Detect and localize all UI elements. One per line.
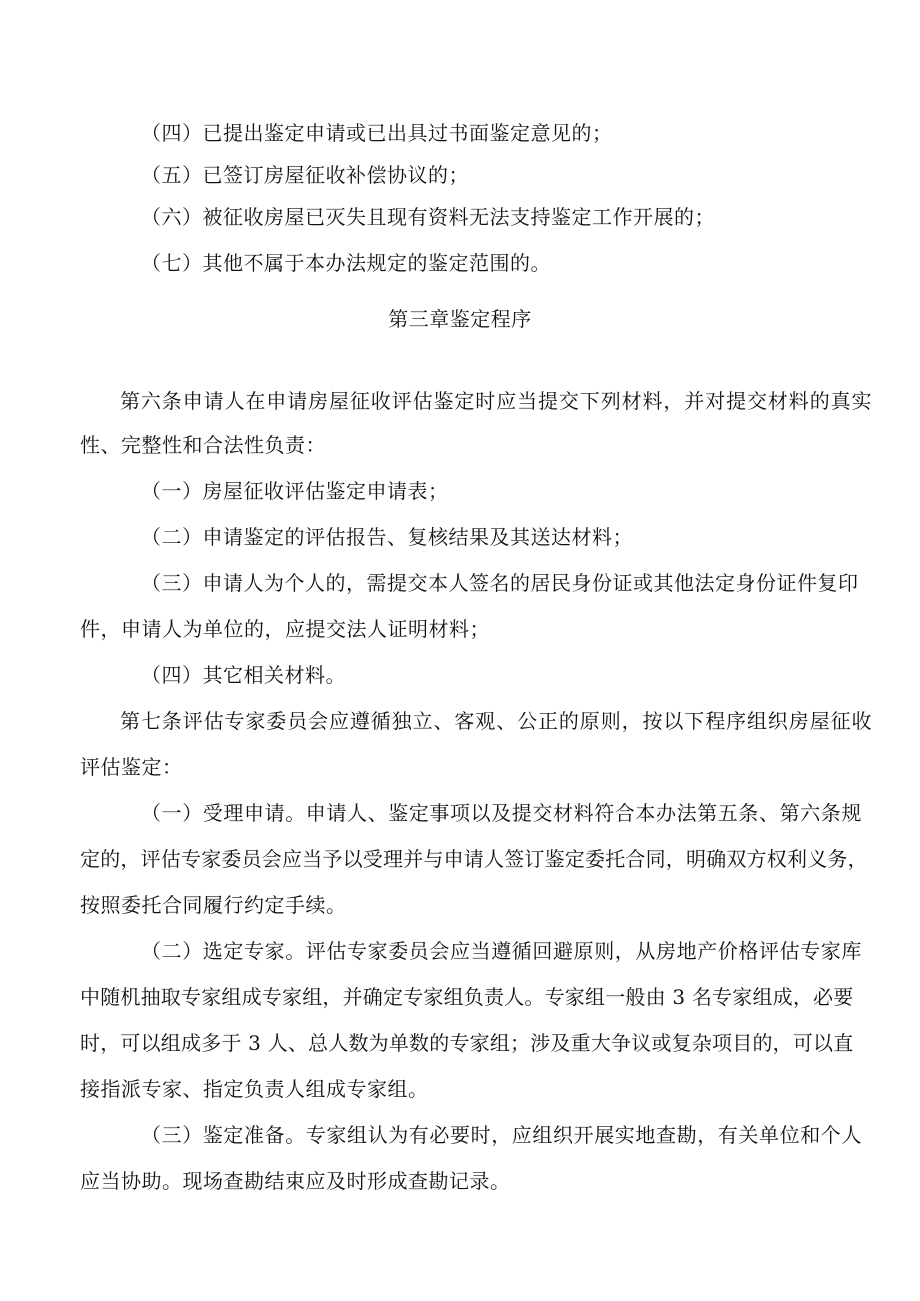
chapter-heading: 第三章鉴定程序	[388, 307, 532, 331]
item-6-line: （六）被征收房屋已灭失且现有资料无法支持鉴定工作开展的；	[141, 205, 715, 229]
item-5-line: （五）已签订房屋征收补偿协议的；	[141, 163, 469, 187]
article-7-item-1-line-1: （一）受理申请。申请人、鉴定事项以及提交材料符合本办法第五条、第六条规	[141, 801, 862, 825]
article-7-item-3-line-1: （三）鉴定准备。专家组认为有必要时，应组织开展实地查勘，有关单位和个人	[141, 1123, 862, 1147]
article-7-item-2-line-3: 时，可以组成多于 3 人、总人数为单数的专家组；涉及重大争议或复杂项目的，可以直	[80, 1031, 854, 1055]
article-6-item-3-line-2: 件，申请人为单位的，应提交法人证明材料；	[80, 617, 490, 641]
article-7-item-2-line-2: 中随机抽取专家组成专家组，并确定专家组负责人。专家组一般由 3 名专家组成，必要	[80, 985, 854, 1009]
article-7-item-1-line-3: 按照委托合同履行约定手续。	[80, 893, 347, 917]
article-6-line-1: 第六条申请人在申请房屋征收评估鉴定时应当提交下列材料，并对提交材料的真实	[120, 389, 873, 413]
article-7-item-3-line-2: 应当协助。现场查勘结束应及时形成查勘记录。	[80, 1169, 511, 1193]
article-6-item-3-line-1: （三）申请人为个人的，需提交本人签名的居民身份证或其他法定身份证件复印	[141, 571, 859, 595]
article-7-item-2-line-4: 接指派专家、指定负责人组成专家组。	[80, 1077, 429, 1101]
item-4-line: （四）已提出鉴定申请或已出具过书面鉴定意见的；	[141, 121, 613, 145]
article-7-item-2-line-1: （二）选定专家。评估专家委员会应当遵循回避原则，从房地产价格评估专家库	[141, 939, 862, 963]
article-6-line-2: 性、完整性和合法性负责：	[80, 433, 326, 457]
article-6-item-2: （二）申请鉴定的评估报告、复核结果及其送达材料；	[141, 525, 633, 549]
article-7-line-1: 第七条评估专家委员会应遵循独立、客观、公正的原则，按以下程序组织房屋征收	[120, 709, 873, 733]
article-7-line-2: 评估鉴定：	[80, 755, 183, 779]
item-7-line: （七）其他不属于本办法规定的鉴定范围的。	[141, 251, 551, 275]
article-6-item-4: （四）其它相关材料。	[141, 663, 346, 687]
article-6-item-1: （一）房屋征收评估鉴定申请表；	[141, 479, 449, 503]
article-7-item-1-line-2: 定的，评估专家委员会应当予以受理并与申请人签订鉴定委托合同，明确双方权利义务，	[80, 847, 868, 871]
